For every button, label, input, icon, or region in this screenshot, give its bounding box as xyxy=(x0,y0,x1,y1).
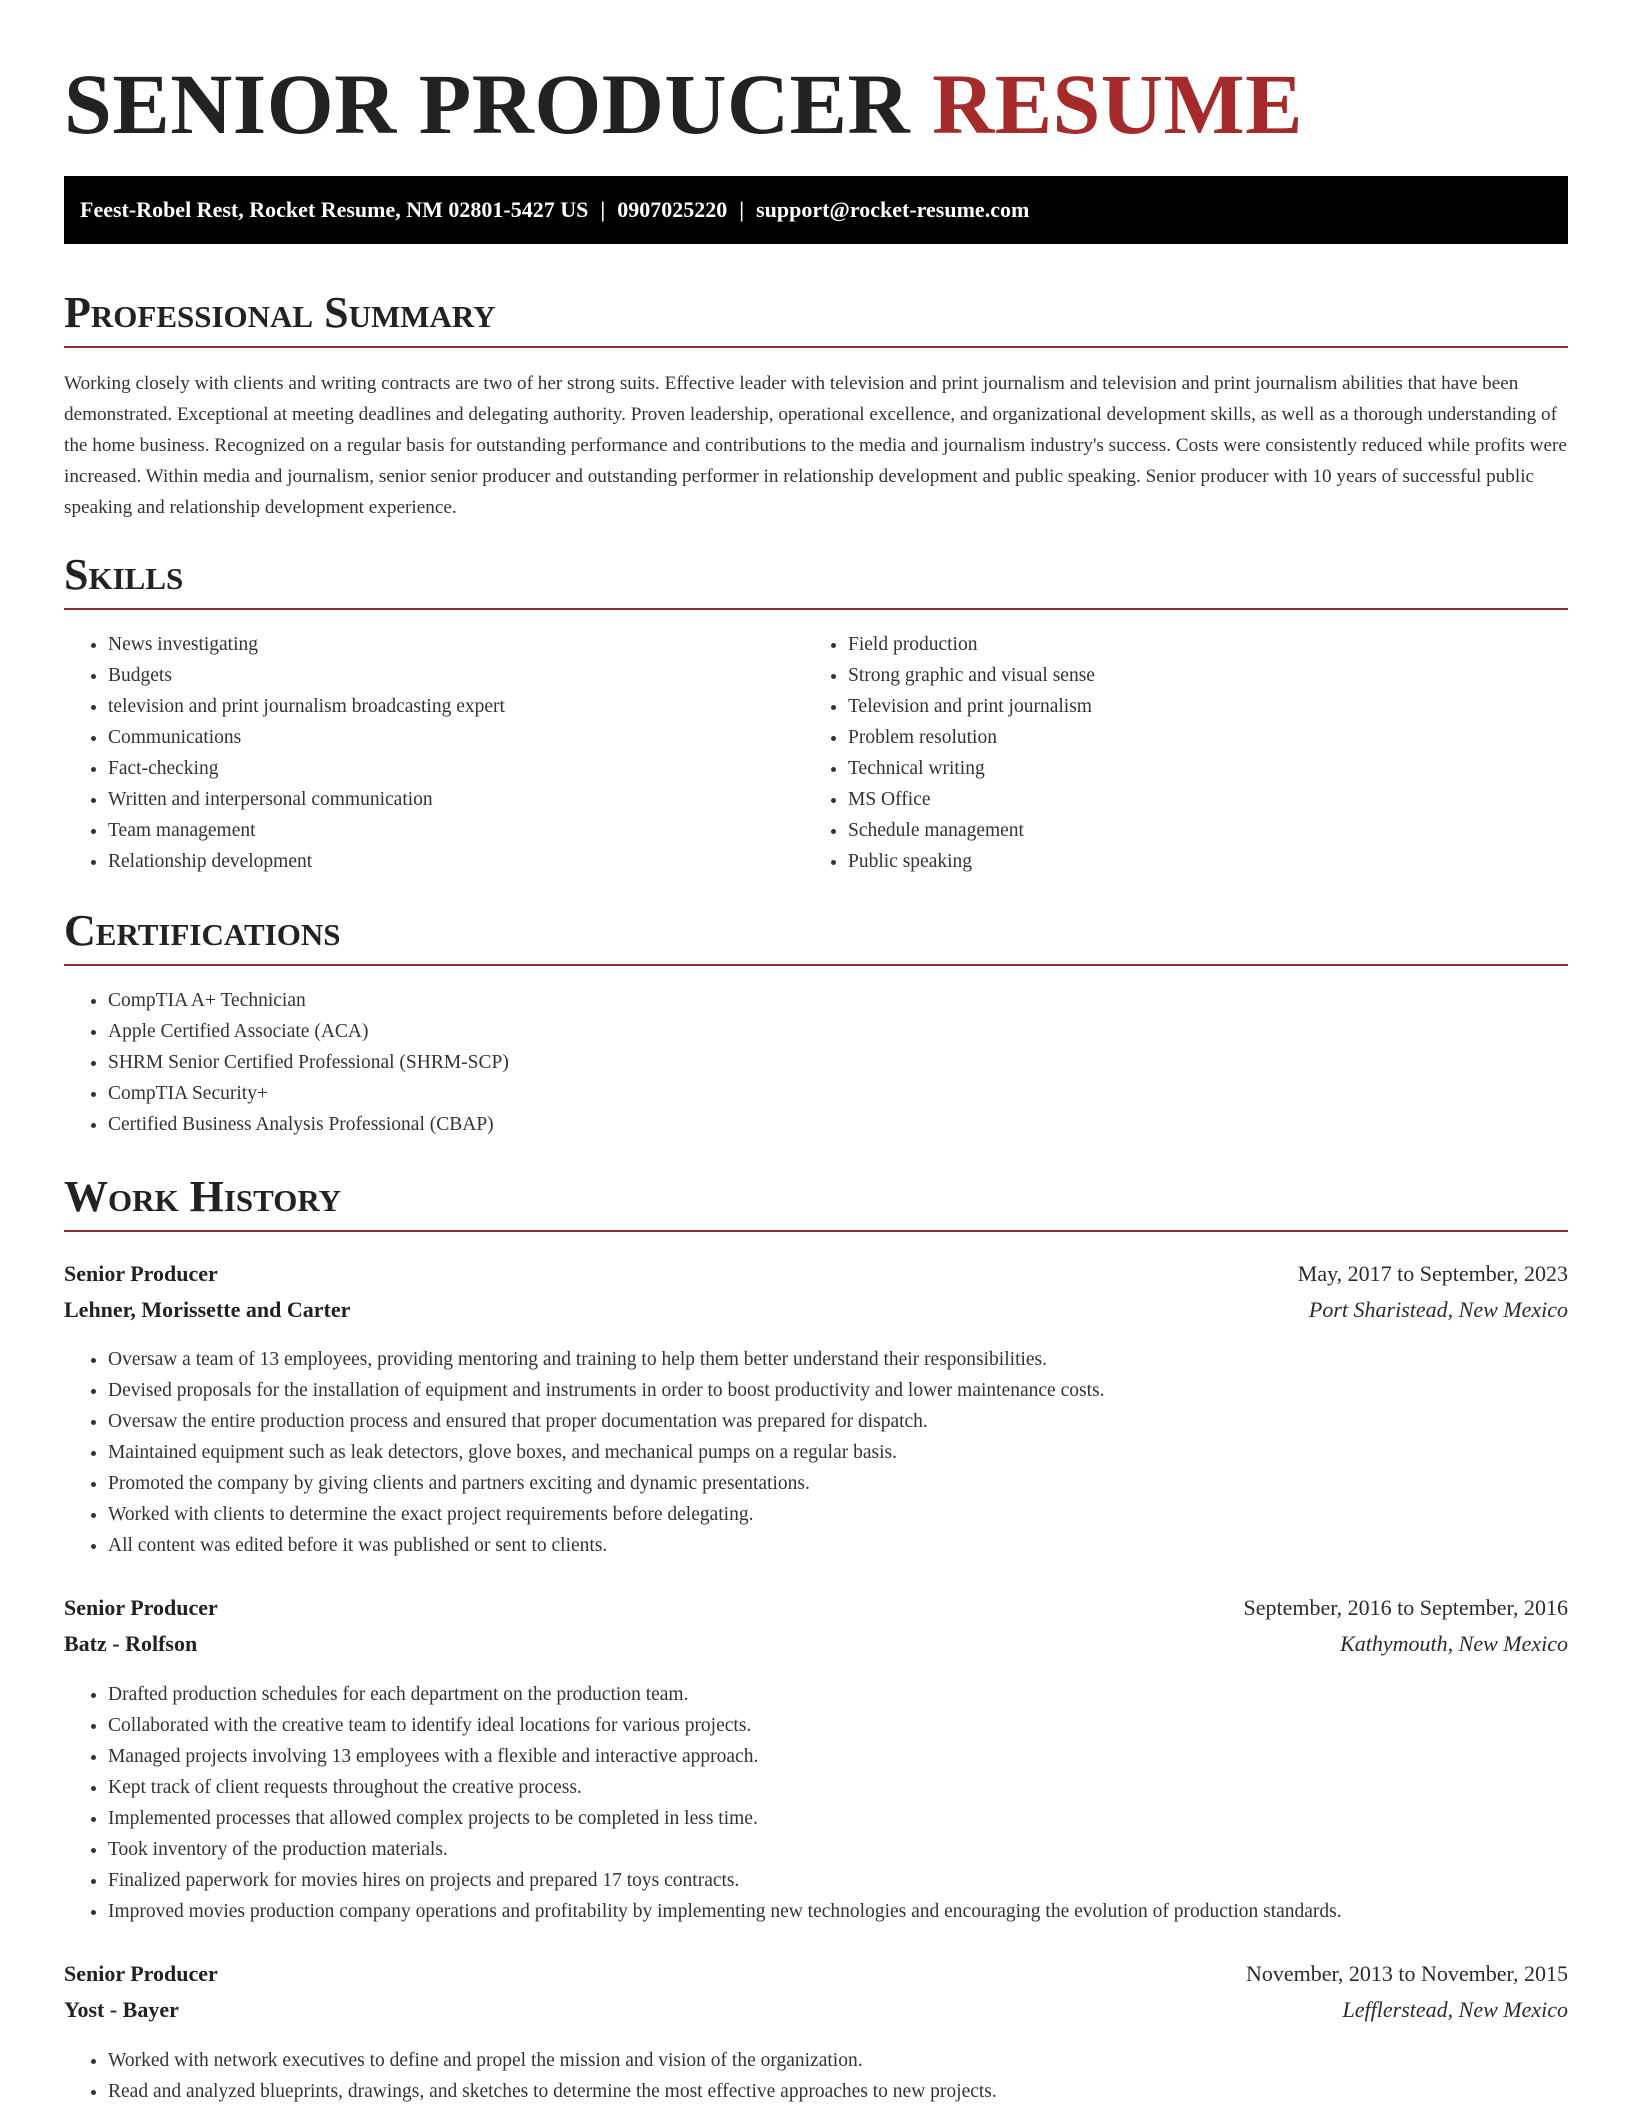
job-location: Lefflerstead, New Mexico xyxy=(1342,1997,1568,2022)
certification-item: • Certified Business Analysis Professional (CBAP) xyxy=(108,1109,509,1140)
job-bullets xyxy=(64,1344,1104,1561)
job-dates: May, 2017 to September, 2023 xyxy=(1297,1261,1568,1286)
job-bullet: • Took inventory of the production materials. xyxy=(108,1834,1342,1865)
contact-bar xyxy=(64,176,1568,244)
job-bullet: • Kept track of client requests throughout the creative process. xyxy=(108,1772,1342,1803)
skill-item: • Strong graphic and visual sense xyxy=(848,660,1095,691)
job-location: Port Sharistead, New Mexico xyxy=(1308,1297,1568,1322)
job-dates: November, 2013 to November, 2015 xyxy=(1245,1961,1568,1986)
job-title: Senior Producer xyxy=(64,1595,218,1620)
certification-item: • SHRM Senior Certified Professional (SHRM-SCP) xyxy=(108,1047,509,1078)
job-bullet: • Drafted production schedules for each department on the production team. xyxy=(108,1679,1342,1710)
job-location: Kathymouth, New Mexico xyxy=(1340,1631,1568,1656)
certification-item: • Apple Certified Associate (ACA) xyxy=(108,1016,509,1047)
job-title: Senior Producer xyxy=(64,1961,218,1986)
skill-item: • Team management xyxy=(108,815,505,846)
job-bullet: • Worked with network executives to define and propel the mission and vision of the organization. xyxy=(108,2045,997,2076)
job-bullet: • All content was edited before it was published or sent to clients. xyxy=(108,1530,1104,1561)
job-bullet: • Devised proposals for the installation of equipment and instruments in order to boost productivity and lower maintenance costs. xyxy=(108,1375,1104,1406)
contact-separator: | xyxy=(600,197,606,222)
job-bullet: • Managed projects involving 13 employees with a flexible and interactive approach. xyxy=(108,1741,1342,1772)
skill-item: • Television and print journalism xyxy=(848,691,1095,722)
job-bullet: • Improved movies production company operations and profitability by implementing new technologies and encouraging the evolution of production standards. xyxy=(108,1896,1342,1927)
skill-item: • Problem resolution xyxy=(848,722,1095,753)
work-history-heading: Work History xyxy=(64,1170,1568,1232)
skill-item: • Relationship development xyxy=(108,846,505,877)
certification-item: • CompTIA A+ Technician xyxy=(108,985,509,1016)
skill-item: • Public speaking xyxy=(848,846,1095,877)
skills-heading: Skills xyxy=(64,548,1568,610)
certifications-heading: Certifications xyxy=(64,904,1568,966)
job-title: Senior Producer xyxy=(64,1261,218,1286)
job-dates: September, 2016 to September, 2016 xyxy=(1243,1595,1568,1620)
skill-item: • television and print journalism broadcasting expert xyxy=(108,691,505,722)
job-title-row xyxy=(64,1956,1568,1992)
job-company: Yost - Bayer xyxy=(64,1997,179,2022)
job-bullet: • Finalized paperwork for movies hires on projects and prepared 17 toys contracts. xyxy=(108,1865,1342,1896)
job-bullet: • Maintained equipment such as leak detectors, glove boxes, and mechanical pumps on a regular basis. xyxy=(108,1437,1104,1468)
contact-email[interactable]: support@rocket-resume.com xyxy=(756,197,1030,222)
job-company-row xyxy=(64,1626,1568,1662)
skill-item: • News investigating xyxy=(108,629,505,660)
job-company: Batz - Rolfson xyxy=(64,1631,198,1656)
job-company-row xyxy=(64,1292,1568,1328)
job-bullets xyxy=(64,1679,1342,1927)
skill-item: • Budgets xyxy=(108,660,505,691)
page-title xyxy=(64,56,1303,152)
certification-item: • CompTIA Security+ xyxy=(108,1078,509,1109)
skill-item: • Communications xyxy=(108,722,505,753)
job-bullet: • Promoted the company by giving clients and partners exciting and dynamic presentations. xyxy=(108,1468,1104,1499)
title-accent: RESUME xyxy=(932,56,1304,152)
job-bullet: • Collaborated with the creative team to identify ideal locations for various projects. xyxy=(108,1710,1342,1741)
skill-item: • Fact-checking xyxy=(108,753,505,784)
job-company: Lehner, Morissette and Carter xyxy=(64,1297,351,1322)
job-bullet: • Worked with clients to determine the exact project requirements before delegating. xyxy=(108,1499,1104,1530)
skill-item: • Technical writing xyxy=(848,753,1095,784)
job-bullet: • Oversaw a team of 13 employees, providing mentoring and training to help them better understand their responsibilities. xyxy=(108,1344,1104,1375)
summary-text: Working closely with clients and writing contracts are two of her strong suits. Effective leader with television and print journalism and television and print journalism abilities that have been demonstrated. Exceptional at meeting deadlines and delegating authority. Proven leadership, operational excellence, and organizational development skills, as well as a thorough understanding of the home business. Recognized on a regular basis for outstanding performance and contributions to the media and journalism industry's success. Costs were consistently reduced while profits were increased. Within media and journalism, senior senior producer and outstanding performer in relationship development and public speaking. Senior producer with 10 years of successful public speaking and relationship development experience. xyxy=(64,373,1567,518)
contact-phone[interactable]: 0907025220 xyxy=(617,197,728,222)
certifications-list xyxy=(64,985,509,1140)
skill-item: • Schedule management xyxy=(848,815,1095,846)
job-bullet: • Oversaw the entire production process and ensured that proper documentation was prepared for dispatch. xyxy=(108,1406,1104,1437)
skill-item: • Written and interpersonal communication xyxy=(108,784,505,815)
skill-item: • Field production xyxy=(848,629,1095,660)
contact-address: Feest-Robel Rest, Rocket Resume, NM 02801-5427 US xyxy=(80,197,589,222)
job-bullet: • Read and analyzed blueprints, drawings, and sketches to determine the most effective approaches to new projects. xyxy=(108,2076,997,2107)
job-company-row xyxy=(64,1992,1568,2028)
contact-separator: | xyxy=(739,197,745,222)
skill-item: • MS Office xyxy=(848,784,1095,815)
job-bullet: • Implemented processes that allowed complex projects to be completed in less time. xyxy=(108,1803,1342,1834)
job-title-row xyxy=(64,1590,1568,1626)
skills-list-right xyxy=(804,629,1095,877)
job-bullets xyxy=(64,2045,997,2107)
skills-list-left xyxy=(64,629,505,877)
summary-heading: Professional Summary xyxy=(64,286,1568,348)
title-main: SENIOR PRODUCER xyxy=(64,56,911,152)
job-title-row xyxy=(64,1256,1568,1292)
